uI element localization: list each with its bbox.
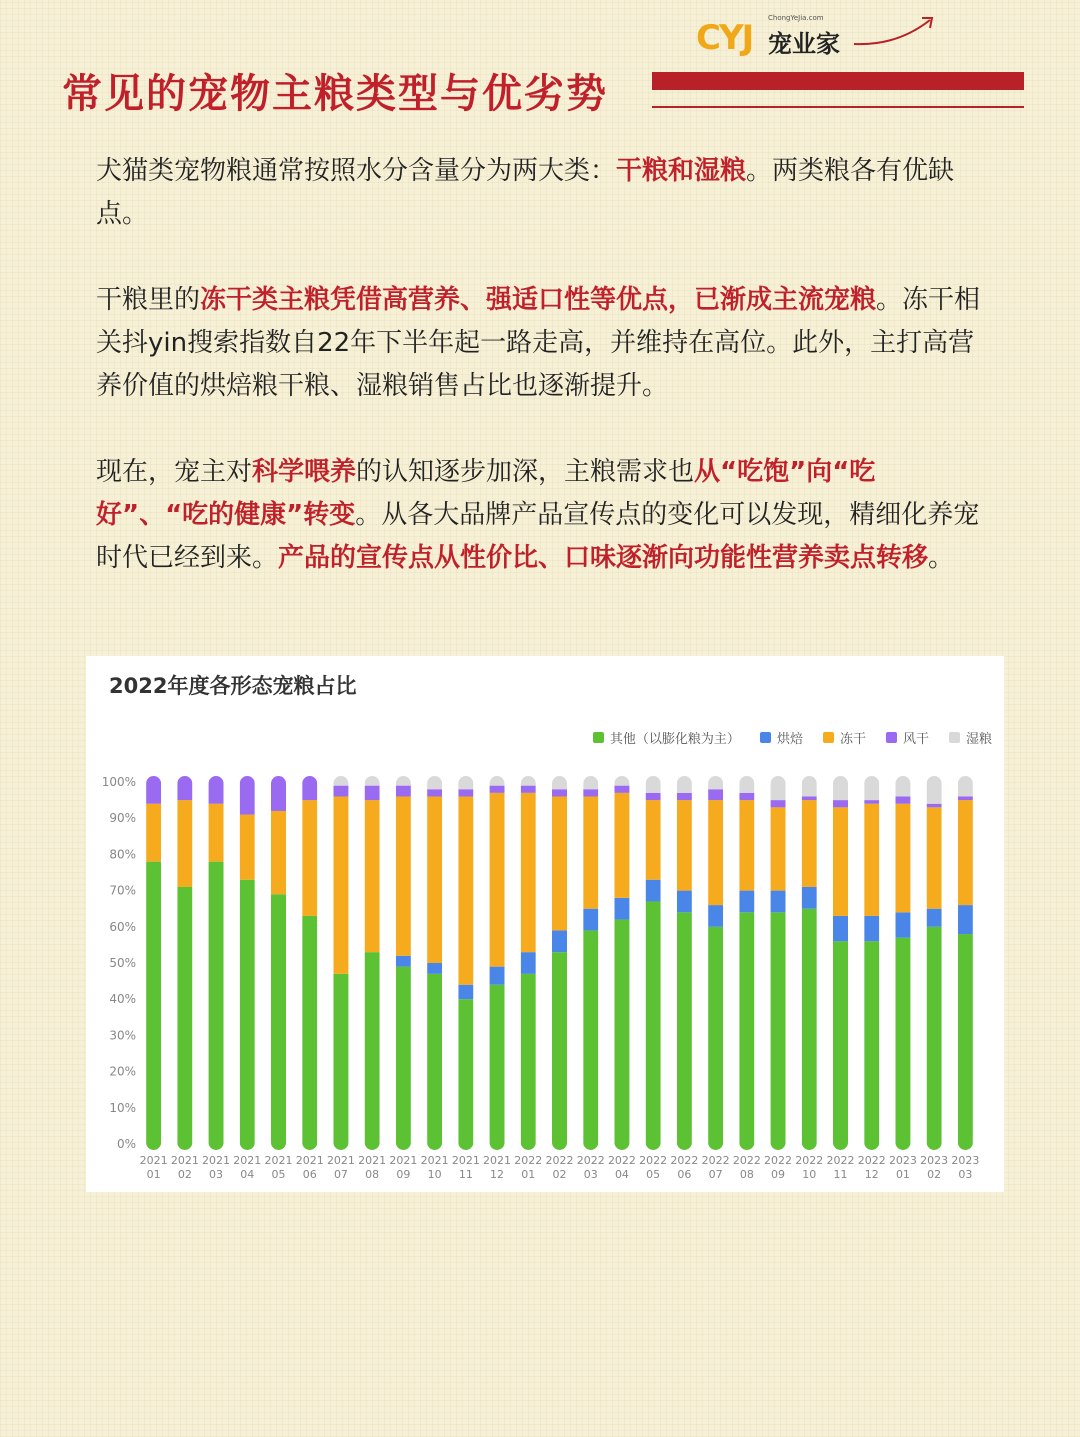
bar-segment: [895, 804, 910, 913]
bar-segment: [490, 786, 505, 793]
bar-segment: [396, 796, 411, 955]
bar-segment: [552, 930, 567, 952]
bar-segment: [739, 800, 754, 891]
bar-segment: [333, 974, 348, 1150]
body-text: [96, 150, 986, 623]
legend-label: 其他（以膨化粮为主）: [609, 732, 740, 747]
legend-label: 烘焙: [776, 732, 803, 747]
bar-segment: [302, 800, 317, 916]
highlight-text: 科学喂养: [252, 457, 357, 487]
x-tick-year: 2022: [795, 1154, 824, 1167]
bar-segment: [708, 800, 723, 905]
bar-segment: [427, 974, 442, 1150]
x-tick-year: 2023: [951, 1154, 980, 1167]
paragraph-text: 干粮里的: [96, 285, 201, 315]
bar-segment: [739, 776, 754, 793]
paragraph: [96, 279, 986, 408]
bar-segment: [677, 800, 692, 891]
y-tick-label: 60%: [109, 919, 136, 934]
bar-segment: [771, 800, 786, 807]
bar-segment: [958, 800, 973, 905]
y-tick-label: 80%: [109, 847, 136, 862]
title-divider-thick: [652, 72, 1024, 90]
bar-segment: [521, 974, 536, 1150]
x-tick-month: 03: [583, 1168, 598, 1181]
bar-segment: [739, 891, 754, 913]
bar-segment: [833, 807, 848, 916]
bar-segment: [677, 776, 692, 793]
x-tick-month: 07: [333, 1168, 348, 1181]
paragraph-text: 。从各大品牌产品宣传点的变化可以发现，精细化养宠时代已经到来。: [96, 500, 980, 573]
x-tick-month: 06: [302, 1168, 317, 1181]
bar-segment: [177, 887, 192, 1150]
bar-segment: [365, 800, 380, 952]
bar-segment: [864, 941, 879, 1150]
bar-segment: [802, 800, 817, 887]
bar-segment: [458, 999, 473, 1150]
bar-segment: [771, 912, 786, 1150]
x-tick-month: 04: [614, 1168, 629, 1181]
y-tick-label: 0%: [116, 1137, 136, 1151]
chart-card: [86, 656, 1004, 1192]
highlight-text: 干粮和湿粮: [616, 156, 747, 186]
x-tick-month: 12: [490, 1168, 505, 1181]
bar-segment: [958, 776, 973, 796]
bar-segment: [708, 927, 723, 1150]
bar-segment: [864, 916, 879, 941]
x-tick-year: 2021: [139, 1154, 168, 1167]
x-tick-year: 2022: [670, 1154, 699, 1167]
bar-segment: [583, 789, 598, 796]
x-tick-year: 2022: [857, 1154, 886, 1167]
bar-segment: [146, 776, 161, 804]
x-tick-year: 2022: [701, 1154, 730, 1167]
x-tick-year: 2022: [826, 1154, 855, 1167]
bar-segment: [802, 887, 817, 909]
bar-segment: [552, 952, 567, 1150]
paragraph-text: 的认知逐步加深，主粮需求也: [356, 457, 695, 487]
x-tick-year: 2023: [920, 1154, 949, 1167]
bar-segment: [927, 927, 942, 1150]
bar-segment: [365, 776, 380, 786]
y-tick-label: 70%: [109, 883, 136, 898]
legend-label: 风干: [902, 732, 929, 747]
bar-segment: [177, 800, 192, 887]
bar-segment: [427, 789, 442, 796]
arrow-icon: [852, 10, 942, 54]
x-tick-year: 2022: [545, 1154, 574, 1167]
x-tick-month: 03: [209, 1168, 224, 1181]
bar-segment: [833, 941, 848, 1150]
bar-segment: [583, 930, 598, 1150]
bar-segment: [677, 793, 692, 800]
bar-segment: [365, 952, 380, 1150]
highlight-text: 冻干类主粮凭借高营养、强适口性等优点，已渐成主流宠粮: [200, 285, 877, 315]
bar-segment: [396, 967, 411, 1150]
bar-segment: [833, 800, 848, 807]
bar-segment: [146, 804, 161, 862]
bar-segment: [614, 776, 629, 786]
bar-segment: [864, 776, 879, 800]
legend-label: 冻干: [839, 732, 866, 747]
x-tick-month: 02: [927, 1168, 942, 1181]
x-tick-month: 08: [365, 1168, 380, 1181]
bar-segment: [177, 776, 192, 800]
x-tick-month: 01: [895, 1168, 910, 1181]
bar-segment: [614, 786, 629, 793]
x-tick-month: 06: [677, 1168, 692, 1181]
bar-segment: [552, 789, 567, 796]
bar-segment: [333, 776, 348, 786]
bar-segment: [802, 776, 817, 796]
x-tick-month: 01: [146, 1168, 161, 1181]
bar-segment: [771, 807, 786, 890]
x-tick-year: 2021: [420, 1154, 449, 1167]
bar-segment: [958, 796, 973, 800]
bar-segment: [802, 909, 817, 1150]
paragraph-text: 。: [928, 543, 955, 573]
bar-segment: [458, 776, 473, 789]
bar-segment: [271, 776, 286, 811]
bar-segment: [240, 776, 255, 815]
highlight-text: 从“吃饱”向“吃好”、“吃的健康”转变: [96, 457, 876, 530]
x-tick-month: 12: [864, 1168, 879, 1181]
bar-segment: [646, 776, 661, 793]
bar-segment: [240, 880, 255, 1150]
x-tick-year: 2021: [358, 1154, 387, 1167]
x-tick-month: 05: [646, 1168, 661, 1181]
x-tick-month: 11: [458, 1168, 473, 1181]
x-tick-month: 09: [396, 1168, 411, 1181]
bar-segment: [365, 786, 380, 800]
x-tick-year: 2021: [170, 1154, 199, 1167]
bar-segment: [302, 916, 317, 1150]
bar-segment: [521, 952, 536, 974]
paragraph: [96, 150, 986, 236]
bar-segment: [427, 796, 442, 963]
x-tick-year: 2023: [888, 1154, 917, 1167]
y-tick-label: 100%: [101, 775, 136, 789]
x-tick-year: 2022: [639, 1154, 668, 1167]
x-tick-month: 09: [771, 1168, 786, 1181]
bar-segment: [209, 776, 224, 804]
x-tick-month: 02: [177, 1168, 192, 1181]
bar-segment: [646, 793, 661, 800]
x-tick-month: 08: [739, 1168, 754, 1181]
logo: [696, 10, 946, 60]
bar-segment: [802, 796, 817, 800]
y-tick-label: 90%: [109, 811, 136, 826]
y-tick-label: 30%: [109, 1028, 136, 1043]
bar-segment: [927, 804, 942, 808]
stacked-bar-plot: [86, 656, 1004, 1192]
x-tick-year: 2021: [483, 1154, 512, 1167]
bar-segment: [209, 862, 224, 1150]
x-tick-month: 07: [708, 1168, 723, 1181]
title-divider-thin: [652, 106, 1024, 108]
bar-segment: [614, 898, 629, 920]
bar-segment: [271, 811, 286, 894]
bar-segment: [552, 796, 567, 930]
bar-segment: [958, 934, 973, 1150]
y-tick-label: 50%: [109, 956, 136, 970]
x-tick-year: 2021: [326, 1154, 355, 1167]
bar-segment: [490, 776, 505, 786]
bar-segment: [646, 880, 661, 902]
bar-segment: [895, 796, 910, 803]
bar-segment: [552, 776, 567, 789]
bar-segment: [927, 807, 942, 908]
bar-segment: [864, 804, 879, 916]
x-tick-month: 02: [552, 1168, 567, 1181]
bar-segment: [833, 776, 848, 800]
bar-segment: [708, 789, 723, 800]
bar-segment: [708, 905, 723, 927]
bar-segment: [927, 909, 942, 927]
paragraph: [96, 451, 986, 580]
bar-segment: [771, 776, 786, 800]
bar-segment: [739, 793, 754, 800]
bar-segment: [895, 776, 910, 796]
bar-segment: [708, 776, 723, 789]
x-tick-month: 01: [521, 1168, 536, 1181]
bar-segment: [864, 800, 879, 804]
x-tick-year: 2021: [202, 1154, 231, 1167]
bar-segment: [895, 938, 910, 1150]
bar-segment: [833, 916, 848, 941]
bar-segment: [677, 891, 692, 913]
bar-segment: [240, 815, 255, 880]
bar-segment: [614, 920, 629, 1150]
x-tick-month: 10: [802, 1168, 817, 1181]
bar-segment: [521, 786, 536, 793]
x-tick-month: 10: [427, 1168, 442, 1181]
bar-segment: [271, 894, 286, 1150]
logo-mark: CYJ: [696, 18, 753, 58]
bar-segment: [771, 891, 786, 913]
highlight-text: 产品的宣传点从性价比、口味逐渐向功能性营养卖点转移: [278, 543, 929, 573]
bar-segment: [302, 776, 317, 800]
x-tick-month: 04: [240, 1168, 255, 1181]
bar-segment: [521, 776, 536, 786]
x-tick-year: 2022: [764, 1154, 793, 1167]
bar-segment: [396, 786, 411, 797]
paragraph-text: 犬猫类宠物粮通常按照水分含量分为两大类：: [96, 156, 617, 186]
bar-segment: [895, 912, 910, 937]
bar-segment: [458, 985, 473, 999]
bar-segment: [646, 800, 661, 880]
x-tick-year: 2022: [607, 1154, 636, 1167]
y-tick-label: 20%: [109, 1064, 136, 1079]
bar-segment: [739, 912, 754, 1150]
x-tick-month: 03: [958, 1168, 973, 1181]
bar-segment: [646, 901, 661, 1150]
paragraph-text: 。两类粮各有优缺点。: [96, 156, 955, 229]
x-tick-year: 2021: [451, 1154, 480, 1167]
logo-url: ChongYeJia.com: [768, 14, 824, 22]
bar-segment: [490, 967, 505, 985]
bar-segment: [396, 956, 411, 967]
x-tick-year: 2021: [389, 1154, 418, 1167]
y-tick-label: 10%: [109, 1100, 136, 1115]
bar-segment: [333, 796, 348, 973]
bar-segment: [583, 776, 598, 789]
y-tick-label: 40%: [109, 992, 136, 1007]
bar-segment: [458, 789, 473, 796]
bar-segment: [427, 963, 442, 974]
x-tick-year: 2021: [264, 1154, 293, 1167]
x-tick-month: 11: [833, 1168, 848, 1181]
page-title: 常见的宠物主粮类型与优劣势: [62, 71, 608, 117]
bar-segment: [583, 909, 598, 931]
paragraph-text: 。冻干相关抖yin搜索指数自22年下半年起一路走高，并维持在高位。此外，主打高营养价值的烘焙粮干粮、湿粮销售占比也逐渐提升。: [96, 285, 981, 401]
chart-title: 2022年度各形态宠粮占比: [109, 674, 357, 698]
bar-segment: [333, 786, 348, 797]
paragraph-text: 现在，宠主对: [96, 457, 253, 487]
bar-segment: [927, 776, 942, 804]
x-tick-year: 2022: [514, 1154, 543, 1167]
bar-segment: [396, 776, 411, 786]
x-tick-year: 2021: [295, 1154, 324, 1167]
bar-segment: [521, 793, 536, 952]
legend-label: 湿粮: [965, 732, 992, 747]
bar-segment: [427, 776, 442, 789]
logo-name: 宠业家: [768, 30, 840, 58]
x-tick-year: 2022: [732, 1154, 761, 1167]
bar-segment: [458, 796, 473, 984]
x-tick-year: 2022: [576, 1154, 605, 1167]
bar-segment: [583, 796, 598, 908]
bar-segment: [490, 985, 505, 1150]
bar-segment: [677, 912, 692, 1150]
bar-segment: [958, 905, 973, 934]
x-tick-month: 05: [271, 1168, 286, 1181]
bar-segment: [146, 862, 161, 1150]
x-tick-year: 2021: [233, 1154, 262, 1167]
bar-segment: [209, 804, 224, 862]
bar-segment: [614, 793, 629, 898]
bar-segment: [490, 793, 505, 967]
